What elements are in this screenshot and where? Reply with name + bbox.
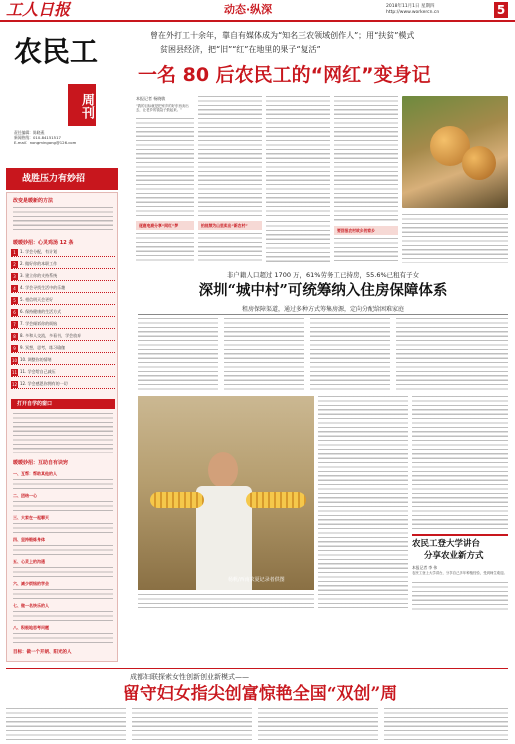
sidebar-heading-1: 改变是暖新的方法: [13, 198, 54, 204]
email-line: E-mail：nongmingong@126.com: [14, 140, 77, 145]
sidebar-sub-item-text: [13, 611, 113, 624]
section-name: 动态·纵深: [224, 3, 273, 16]
sidebar-tip-text: 7. 学会倾诉你的烦恼: [20, 321, 58, 326]
sidebar-tip-2: [11, 259, 115, 269]
photo-watermark: 杨帆/西南农夏记录者供图: [228, 577, 285, 583]
photo-caption: [138, 594, 314, 608]
second-col-5: [318, 396, 408, 608]
sidebar-sub-item-text: [13, 501, 113, 514]
sidebar-tip-11: [11, 367, 115, 377]
sidebar-sub-item-4: [13, 537, 113, 558]
newspaper-logo: 工人日报: [6, 0, 71, 19]
tip-number-badge: 9: [11, 345, 18, 352]
sidebar-sub-item-text: [13, 545, 113, 558]
phone-line: 新闻热线：010-84151517: [14, 135, 61, 140]
sidebar-sub-item-title: 七、做一名快乐的人: [13, 603, 49, 608]
sidebar-tip-3: [11, 271, 115, 281]
sidebar-tip-12: [11, 379, 115, 389]
sidebar-tip-1: [11, 247, 115, 257]
divider: [6, 668, 508, 669]
box-story-title-2: 分享农业新方式: [424, 551, 484, 561]
sidebar-sub-item-title: 六、减少烦恼的学会: [13, 581, 49, 586]
lead-subhead-2-text: 拍视频为山里卖出“新农村”: [201, 223, 248, 228]
third-kicker: 成都妇联探索女性创新创业新模式——: [130, 673, 249, 681]
second-col-2: [224, 318, 304, 392]
sidebar-tip-10: [11, 355, 115, 365]
tip-number-badge: 3: [11, 273, 18, 280]
second-subhead: 租房保障渠道，通过多种方式筹集房源，定向分配给困难家庭: [241, 306, 404, 313]
lead-col-4: [334, 96, 398, 222]
lead-col-5: [402, 214, 508, 263]
sidebar-tip-text: 1. 学会分配，有计划: [20, 249, 58, 254]
sidebar-sub-item-title: 三、大家在一起聊天: [13, 515, 49, 520]
sidebar-sub-item-title: 八、积极地思考问题: [13, 625, 49, 630]
sidebar-sub-item-6: [13, 581, 113, 602]
second-headline: 深圳“城中村”可统筹纳入住房保障体系: [198, 282, 448, 299]
sidebar-tip-7: [11, 319, 115, 329]
sidebar-sub-item-1: [13, 471, 113, 492]
box-story-intro: 农民工登上大学讲台，分享自己多年种植经验，受到师生欢迎。: [412, 571, 507, 575]
sidebar-heading-3-text: 打开自学的窗口: [17, 401, 53, 407]
sidebar-sub-item-title: 四、坚持锻炼身体: [13, 537, 45, 542]
person-body: [196, 486, 252, 590]
tip-number-badge: 12: [11, 381, 18, 387]
tip-number-badge: 6: [11, 309, 18, 316]
masthead: [0, 0, 515, 22]
box-story-byline: 本报记者 李 伟: [412, 565, 438, 570]
tip-number-badge: 11: [11, 369, 18, 375]
sidebar-banner-title: 战胜压力有妙招: [22, 174, 86, 184]
second-col-1: [138, 318, 218, 392]
sidebar-tip-text: 8. 多和人交流，多看书，学会放弃: [20, 333, 82, 338]
sidebar-tip-4: [11, 283, 115, 293]
tip-number-badge: 8: [11, 333, 18, 340]
lead-col-3: [266, 96, 330, 218]
lead-subhead-1-text: 逐鹿电商分享“网红”梦: [139, 223, 179, 228]
lead-col-2: [198, 96, 262, 218]
sidebar: [6, 192, 118, 662]
spiral-fruit-right: [246, 492, 306, 508]
box-story-title: 农民工登大学讲台: [412, 539, 481, 549]
sidebar-sub-item-7: [13, 603, 113, 624]
box-story: [412, 534, 508, 608]
sidebar-sub-item-title: 二、团结一心: [13, 493, 37, 498]
lead-photo-fruit: [402, 96, 508, 208]
tip-number-badge: 1: [11, 249, 18, 256]
lead-photo-portrait: [138, 396, 314, 590]
sidebar-sub-item-text: [13, 523, 113, 536]
lead-col-4b: [334, 238, 398, 263]
lead-col-1b: [136, 233, 194, 263]
third-col-2: [132, 708, 252, 742]
third-col-1: [6, 708, 126, 742]
person-head: [208, 452, 238, 488]
tip-number-badge: 4: [11, 285, 18, 292]
sidebar-intro-text: [13, 207, 113, 233]
lead-subhead-2: [198, 221, 262, 230]
third-col-3: [258, 708, 378, 742]
sidebar-tip-8: [11, 331, 115, 341]
page-number: 5: [494, 2, 508, 18]
second-col-3: [310, 318, 390, 392]
sidebar-tip-text: 3. 建立你的支持系统: [20, 273, 58, 278]
sidebar-tip-text: 2. 做好你的本职工作: [20, 261, 58, 266]
sidebar-banner: [6, 168, 118, 190]
sidebar-sub-item-2: [13, 493, 113, 514]
sidebar-sub-item-text: [13, 567, 113, 580]
column-title-sub: 周刊: [68, 84, 96, 126]
column-header: [0, 24, 120, 164]
lead-headline: 一名 80 后农民工的“网红”变身记: [138, 64, 431, 86]
sidebar-tip-text: 10. 调整你的情绪: [20, 357, 52, 362]
sidebar-sub-item-title: 一、互帮：帮助其他的人: [13, 471, 57, 476]
tip-number-badge: 2: [11, 261, 18, 268]
sidebar-tip-text: 11. 学会给自己减压: [20, 369, 56, 374]
divider: [138, 314, 508, 315]
sidebar-tip-5: [11, 295, 115, 305]
spiral-fruit-left: [150, 492, 204, 508]
lead-kicker-line: 曾在外打工十余年，靠自有媒体成为“知名三农领域创作人”；用“扶贫”模式: [150, 31, 415, 40]
sidebar-sub-item-3: [13, 515, 113, 536]
third-headline: 留守妇女指尖创富惊艳全国“双创”周: [122, 684, 398, 704]
sidebar-tip-6: [11, 307, 115, 317]
tip-number-badge: 5: [11, 297, 18, 304]
sidebar-sub-item-title: 五、心灵上的沟通: [13, 559, 45, 564]
sidebar-heading-3: [11, 399, 115, 409]
sidebar-sub-item-8: [13, 625, 113, 646]
date-line: 2018年11月1日 星期四: [386, 4, 435, 9]
second-col-4: [396, 318, 508, 392]
sidebar-mid-text: [13, 413, 113, 453]
third-col-4: [384, 708, 508, 742]
sidebar-sub-item-text: [13, 589, 113, 602]
fruit-shape: [462, 146, 496, 180]
sidebar-tip-text: 6. 保持健康的生活方式: [20, 309, 62, 314]
second-col-6: [412, 396, 508, 530]
editor-line: 责任编辑：陈晓燕: [14, 130, 45, 135]
column-title: 农民工: [14, 35, 99, 68]
sidebar-footer: 目标：做一个开朗、阳光的人: [13, 650, 72, 655]
tip-number-badge: 10: [11, 357, 18, 363]
sidebar-sub-item-text: [13, 633, 113, 646]
lead-kicker-line-2: 贫困县经济，把“旧”“红”在地里的果子“复活”: [160, 45, 321, 54]
sidebar-tip-text: 12. 学会感恩你拥有的一切: [20, 381, 68, 386]
lead-subhead-1: [136, 221, 194, 230]
sidebar-heading-4: 暖暖妙招：互助自有诀窍: [13, 460, 69, 466]
sidebar-heading-2: 暖暖妙招：心灵鸡汤 12 条: [13, 240, 74, 246]
tip-number-badge: 7: [11, 321, 18, 328]
lead-subhead-3: [334, 226, 398, 235]
sidebar-sub-item-text: [13, 479, 113, 492]
sidebar-tip-9: [11, 343, 115, 353]
lead-intro: “我的目标就是把家乡的好东西卖出去，让老乡的钱袋子鼓起来。”: [136, 104, 189, 113]
lead-subhead-3-text: 要回报农村故乡的家乡: [337, 228, 375, 233]
second-kicker: 非户籍人口超过 1700 万，61%劳务工已持房，55.6%已租有子女: [226, 271, 420, 279]
box-story-body: [412, 582, 508, 610]
lead-col-1: [136, 118, 194, 218]
sidebar-tip-text: 4. 学会寻找生活中的乐趣: [20, 285, 66, 290]
sidebar-sub-item-5: [13, 559, 113, 580]
sidebar-tip-text: 5. 相信明天会更好: [20, 297, 54, 302]
lead-col-2b: [198, 233, 262, 263]
website-url[interactable]: http://www.workercn.cn: [386, 10, 440, 15]
sidebar-tip-text: 9. 冥想，思考，练习瑜伽: [20, 345, 66, 350]
lead-byline: 本报记者 杨晓敏: [136, 96, 166, 101]
lead-col-3b: [266, 221, 330, 263]
